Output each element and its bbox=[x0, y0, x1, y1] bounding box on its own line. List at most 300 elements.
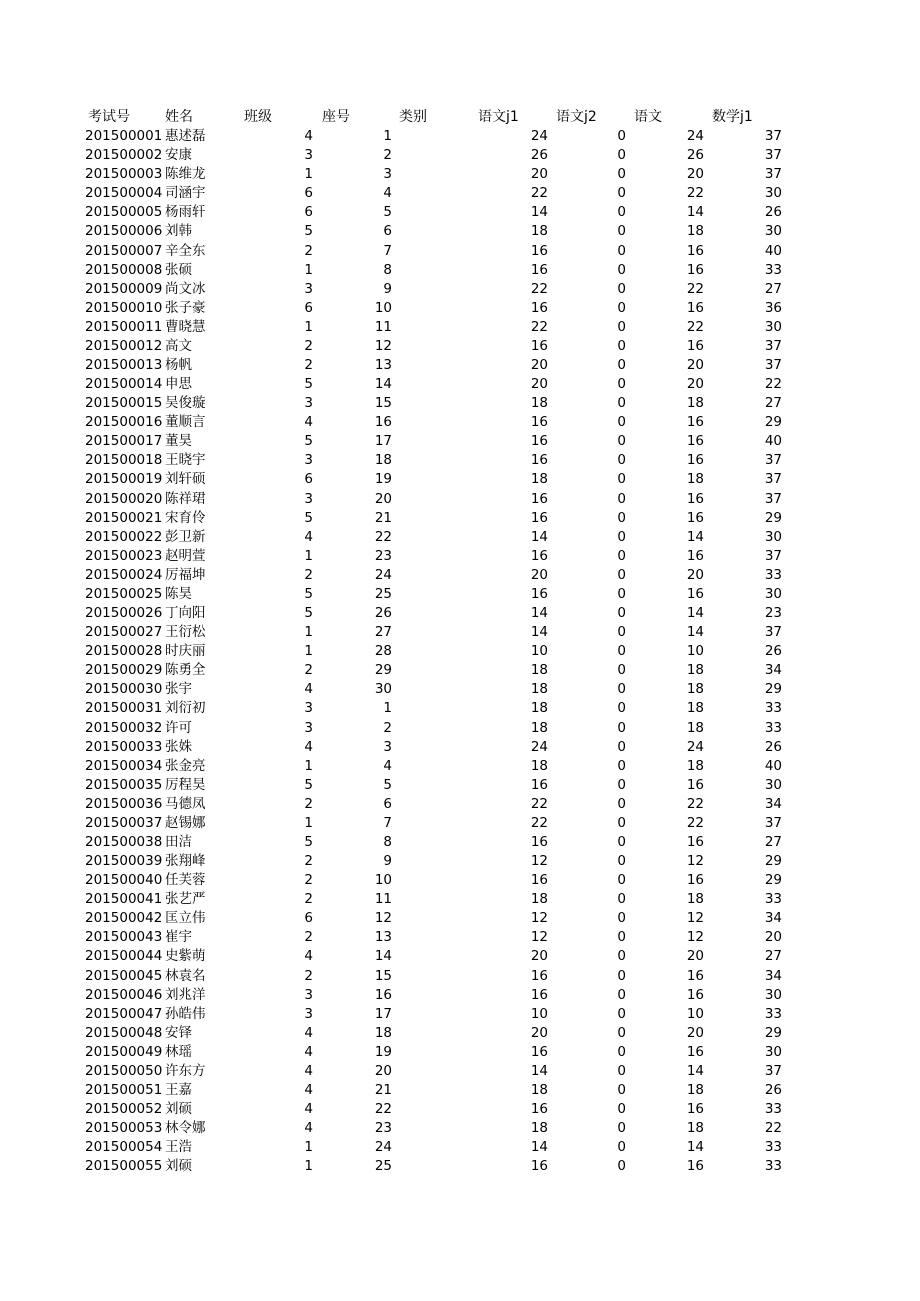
cell-name: 陈勇全 bbox=[165, 662, 206, 679]
table-row bbox=[0, 413, 920, 432]
cell-chinese-j2: 0 bbox=[617, 395, 626, 412]
cell-name: 杨雨轩 bbox=[165, 204, 206, 221]
cell-chinese-j1: 16 bbox=[530, 452, 548, 469]
cell-math-j1: 30 bbox=[764, 318, 782, 335]
cell-seat: 1 bbox=[383, 700, 392, 717]
cell-chinese: 14 bbox=[686, 624, 704, 641]
table-row bbox=[0, 375, 920, 394]
table-row bbox=[0, 261, 920, 280]
table-body bbox=[0, 127, 920, 1176]
cell-math-j1: 33 bbox=[764, 261, 782, 278]
cell-chinese-j1: 14 bbox=[530, 1139, 548, 1156]
cell-chinese: 16 bbox=[686, 1043, 704, 1060]
cell-seat: 7 bbox=[383, 242, 392, 259]
cell-class: 6 bbox=[304, 299, 313, 316]
cell-name: 孙皓伟 bbox=[165, 1005, 206, 1022]
cell-chinese-j2: 0 bbox=[617, 643, 626, 660]
cell-math-j1: 29 bbox=[764, 1024, 782, 1041]
cell-seat: 24 bbox=[374, 1139, 392, 1156]
cell-math-j1: 26 bbox=[764, 204, 782, 221]
cell-chinese-j1: 16 bbox=[530, 509, 548, 526]
cell-chinese: 22 bbox=[686, 280, 704, 297]
cell-chinese: 18 bbox=[686, 719, 704, 736]
cell-chinese-j1: 18 bbox=[530, 757, 548, 774]
cell-chinese: 18 bbox=[686, 757, 704, 774]
cell-class: 1 bbox=[304, 1158, 313, 1175]
cell-chinese-j2: 0 bbox=[617, 776, 626, 793]
cell-class: 3 bbox=[304, 719, 313, 736]
cell-chinese-j2: 0 bbox=[617, 681, 626, 698]
cell-name: 刘硕 bbox=[165, 1101, 192, 1118]
cell-exam-id: 201500014 bbox=[85, 376, 163, 393]
table-row bbox=[0, 833, 920, 852]
cell-chinese-j2: 0 bbox=[617, 261, 626, 278]
cell-seat: 10 bbox=[374, 299, 392, 316]
cell-seat: 18 bbox=[374, 1024, 392, 1041]
cell-chinese-j2: 0 bbox=[617, 757, 626, 774]
cell-name: 史紫萌 bbox=[165, 948, 206, 965]
cell-class: 3 bbox=[304, 700, 313, 717]
cell-chinese-j1: 20 bbox=[530, 166, 548, 183]
cell-chinese-j1: 16 bbox=[530, 1101, 548, 1118]
table-row bbox=[0, 928, 920, 947]
cell-exam-id: 201500054 bbox=[85, 1139, 163, 1156]
cell-exam-id: 201500025 bbox=[85, 585, 163, 602]
cell-class: 2 bbox=[304, 242, 313, 259]
cell-math-j1: 37 bbox=[764, 452, 782, 469]
cell-chinese-j1: 10 bbox=[530, 643, 548, 660]
cell-name: 彭卫新 bbox=[165, 528, 206, 545]
cell-chinese: 16 bbox=[686, 242, 704, 259]
cell-chinese: 18 bbox=[686, 471, 704, 488]
cell-chinese-j2: 0 bbox=[617, 528, 626, 545]
table-row bbox=[0, 127, 920, 146]
cell-chinese-j2: 0 bbox=[617, 719, 626, 736]
cell-class: 1 bbox=[304, 814, 313, 831]
cell-chinese-j2: 0 bbox=[617, 128, 626, 145]
cell-chinese: 16 bbox=[686, 833, 704, 850]
cell-exam-id: 201500003 bbox=[85, 166, 163, 183]
cell-math-j1: 30 bbox=[764, 1043, 782, 1060]
cell-seat: 15 bbox=[374, 395, 392, 412]
cell-class: 5 bbox=[304, 776, 313, 793]
cell-seat: 9 bbox=[383, 280, 392, 297]
cell-seat: 30 bbox=[374, 681, 392, 698]
cell-chinese: 10 bbox=[686, 1005, 704, 1022]
cell-class: 2 bbox=[304, 967, 313, 984]
cell-chinese: 24 bbox=[686, 128, 704, 145]
cell-name: 司涵宇 bbox=[165, 185, 206, 202]
cell-chinese: 16 bbox=[686, 490, 704, 507]
cell-chinese-j1: 22 bbox=[530, 185, 548, 202]
cell-chinese: 14 bbox=[686, 605, 704, 622]
table-row bbox=[0, 719, 920, 738]
cell-chinese-j2: 0 bbox=[617, 1081, 626, 1098]
cell-exam-id: 201500032 bbox=[85, 719, 163, 736]
cell-seat: 16 bbox=[374, 414, 392, 431]
cell-class: 5 bbox=[304, 585, 313, 602]
table-row bbox=[0, 661, 920, 680]
cell-chinese: 20 bbox=[686, 166, 704, 183]
cell-chinese-j2: 0 bbox=[617, 662, 626, 679]
cell-chinese-j2: 0 bbox=[617, 337, 626, 354]
cell-chinese-j1: 24 bbox=[530, 128, 548, 145]
cell-class: 5 bbox=[304, 376, 313, 393]
cell-class: 2 bbox=[304, 891, 313, 908]
cell-math-j1: 37 bbox=[764, 337, 782, 354]
cell-chinese-j1: 16 bbox=[530, 414, 548, 431]
table-row bbox=[0, 642, 920, 661]
cell-class: 4 bbox=[304, 128, 313, 145]
cell-exam-id: 201500043 bbox=[85, 929, 163, 946]
cell-name: 张艺严 bbox=[165, 891, 206, 908]
cell-math-j1: 40 bbox=[764, 433, 782, 450]
table-row bbox=[0, 890, 920, 909]
cell-math-j1: 37 bbox=[764, 166, 782, 183]
header-chinese-j2: 语文j2 bbox=[556, 109, 597, 125]
cell-chinese-j1: 20 bbox=[530, 566, 548, 583]
cell-exam-id: 201500031 bbox=[85, 700, 163, 717]
cell-exam-id: 201500034 bbox=[85, 757, 163, 774]
cell-chinese: 16 bbox=[686, 872, 704, 889]
cell-exam-id: 201500002 bbox=[85, 147, 163, 164]
cell-name: 陈昊 bbox=[165, 585, 192, 602]
cell-seat: 23 bbox=[374, 1120, 392, 1137]
cell-name: 张姝 bbox=[165, 738, 192, 755]
cell-exam-id: 201500016 bbox=[85, 414, 163, 431]
cell-seat: 28 bbox=[374, 643, 392, 660]
cell-seat: 12 bbox=[374, 910, 392, 927]
cell-exam-id: 201500008 bbox=[85, 261, 163, 278]
cell-math-j1: 30 bbox=[764, 986, 782, 1003]
cell-name: 厉福坤 bbox=[165, 566, 206, 583]
cell-name: 惠述磊 bbox=[165, 128, 206, 145]
cell-seat: 5 bbox=[383, 204, 392, 221]
cell-seat: 3 bbox=[383, 166, 392, 183]
cell-seat: 14 bbox=[374, 376, 392, 393]
cell-chinese: 12 bbox=[686, 853, 704, 870]
cell-seat: 5 bbox=[383, 776, 392, 793]
cell-chinese-j2: 0 bbox=[617, 509, 626, 526]
cell-chinese-j1: 12 bbox=[530, 853, 548, 870]
cell-chinese-j1: 16 bbox=[530, 986, 548, 1003]
cell-math-j1: 30 bbox=[764, 585, 782, 602]
table-row bbox=[0, 585, 920, 604]
cell-chinese-j2: 0 bbox=[617, 204, 626, 221]
cell-seat: 21 bbox=[374, 1081, 392, 1098]
cell-chinese-j2: 0 bbox=[617, 471, 626, 488]
cell-class: 5 bbox=[304, 605, 313, 622]
cell-class: 6 bbox=[304, 471, 313, 488]
table-row bbox=[0, 1119, 920, 1138]
cell-exam-id: 201500037 bbox=[85, 814, 163, 831]
table-row bbox=[0, 1005, 920, 1024]
cell-seat: 18 bbox=[374, 452, 392, 469]
table-row bbox=[0, 1138, 920, 1157]
cell-name: 宋育伶 bbox=[165, 509, 206, 526]
cell-class: 2 bbox=[304, 662, 313, 679]
cell-seat: 11 bbox=[374, 891, 392, 908]
cell-chinese-j1: 22 bbox=[530, 795, 548, 812]
cell-seat: 25 bbox=[374, 585, 392, 602]
cell-exam-id: 201500020 bbox=[85, 490, 163, 507]
cell-name: 董昊 bbox=[165, 433, 192, 450]
cell-exam-id: 201500011 bbox=[85, 318, 163, 335]
cell-name: 刘衍初 bbox=[165, 700, 206, 717]
cell-exam-id: 201500044 bbox=[85, 948, 163, 965]
cell-name: 崔宇 bbox=[165, 929, 192, 946]
cell-chinese: 18 bbox=[686, 1081, 704, 1098]
cell-chinese-j2: 0 bbox=[617, 929, 626, 946]
cell-chinese-j2: 0 bbox=[617, 910, 626, 927]
cell-chinese-j1: 18 bbox=[530, 1081, 548, 1098]
table-row bbox=[0, 1157, 920, 1176]
cell-math-j1: 37 bbox=[764, 814, 782, 831]
cell-chinese-j2: 0 bbox=[617, 1158, 626, 1175]
cell-math-j1: 29 bbox=[764, 681, 782, 698]
cell-chinese: 16 bbox=[686, 414, 704, 431]
cell-name: 尚文冰 bbox=[165, 280, 206, 297]
cell-seat: 16 bbox=[374, 986, 392, 1003]
cell-chinese-j1: 16 bbox=[530, 337, 548, 354]
cell-exam-id: 201500042 bbox=[85, 910, 163, 927]
cell-chinese-j2: 0 bbox=[617, 1024, 626, 1041]
table-row bbox=[0, 470, 920, 489]
cell-class: 4 bbox=[304, 738, 313, 755]
cell-name: 吴俊璇 bbox=[165, 395, 206, 412]
cell-class: 3 bbox=[304, 452, 313, 469]
table-row bbox=[0, 356, 920, 375]
cell-class: 1 bbox=[304, 166, 313, 183]
cell-seat: 10 bbox=[374, 872, 392, 889]
cell-chinese: 22 bbox=[686, 318, 704, 335]
cell-exam-id: 201500007 bbox=[85, 242, 163, 259]
cell-chinese: 12 bbox=[686, 929, 704, 946]
cell-name: 林袁名 bbox=[165, 967, 206, 984]
table-row bbox=[0, 1100, 920, 1119]
header-category: 类别 bbox=[399, 109, 427, 125]
cell-name: 赵锡娜 bbox=[165, 814, 206, 831]
cell-chinese: 16 bbox=[686, 1101, 704, 1118]
cell-chinese-j2: 0 bbox=[617, 814, 626, 831]
cell-chinese-j2: 0 bbox=[617, 585, 626, 602]
cell-math-j1: 22 bbox=[764, 1120, 782, 1137]
cell-math-j1: 33 bbox=[764, 719, 782, 736]
cell-class: 6 bbox=[304, 910, 313, 927]
cell-class: 3 bbox=[304, 395, 313, 412]
cell-class: 3 bbox=[304, 147, 313, 164]
cell-chinese-j2: 0 bbox=[617, 318, 626, 335]
cell-math-j1: 33 bbox=[764, 700, 782, 717]
cell-exam-id: 201500039 bbox=[85, 853, 163, 870]
cell-exam-id: 201500041 bbox=[85, 891, 163, 908]
cell-math-j1: 30 bbox=[764, 776, 782, 793]
cell-chinese-j1: 16 bbox=[530, 776, 548, 793]
cell-chinese-j1: 22 bbox=[530, 280, 548, 297]
cell-math-j1: 34 bbox=[764, 662, 782, 679]
cell-class: 1 bbox=[304, 261, 313, 278]
cell-math-j1: 33 bbox=[764, 1139, 782, 1156]
cell-class: 5 bbox=[304, 433, 313, 450]
cell-math-j1: 33 bbox=[764, 566, 782, 583]
cell-seat: 25 bbox=[374, 1158, 392, 1175]
cell-math-j1: 33 bbox=[764, 1101, 782, 1118]
cell-chinese: 22 bbox=[686, 814, 704, 831]
cell-seat: 4 bbox=[383, 757, 392, 774]
cell-exam-id: 201500001 bbox=[85, 128, 163, 145]
table-row bbox=[0, 852, 920, 871]
cell-chinese: 20 bbox=[686, 566, 704, 583]
cell-chinese: 18 bbox=[686, 662, 704, 679]
cell-chinese-j2: 0 bbox=[617, 795, 626, 812]
cell-seat: 11 bbox=[374, 318, 392, 335]
cell-class: 3 bbox=[304, 490, 313, 507]
cell-chinese-j2: 0 bbox=[617, 833, 626, 850]
cell-math-j1: 27 bbox=[764, 280, 782, 297]
cell-math-j1: 27 bbox=[764, 395, 782, 412]
cell-name: 马德凤 bbox=[165, 795, 206, 812]
cell-chinese-j1: 22 bbox=[530, 814, 548, 831]
cell-chinese: 16 bbox=[686, 967, 704, 984]
cell-chinese-j2: 0 bbox=[617, 1062, 626, 1079]
cell-name: 安康 bbox=[165, 147, 192, 164]
cell-seat: 19 bbox=[374, 471, 392, 488]
cell-name: 王晓宇 bbox=[165, 452, 206, 469]
cell-chinese: 16 bbox=[686, 261, 704, 278]
table-row bbox=[0, 337, 920, 356]
cell-seat: 20 bbox=[374, 490, 392, 507]
table-row bbox=[0, 680, 920, 699]
cell-math-j1: 37 bbox=[764, 147, 782, 164]
cell-chinese: 16 bbox=[686, 776, 704, 793]
header-name: 姓名 bbox=[165, 109, 193, 125]
cell-seat: 3 bbox=[383, 738, 392, 755]
cell-class: 2 bbox=[304, 357, 313, 374]
cell-chinese-j1: 16 bbox=[530, 490, 548, 507]
cell-math-j1: 40 bbox=[764, 757, 782, 774]
cell-chinese-j2: 0 bbox=[617, 853, 626, 870]
cell-name: 董顺言 bbox=[165, 414, 206, 431]
cell-chinese: 20 bbox=[686, 376, 704, 393]
cell-seat: 4 bbox=[383, 185, 392, 202]
cell-math-j1: 37 bbox=[764, 624, 782, 641]
cell-math-j1: 20 bbox=[764, 929, 782, 946]
table-row bbox=[0, 757, 920, 776]
cell-seat: 6 bbox=[383, 795, 392, 812]
cell-name: 张金亮 bbox=[165, 757, 206, 774]
cell-seat: 20 bbox=[374, 1062, 392, 1079]
header-class: 班级 bbox=[244, 109, 272, 125]
cell-math-j1: 37 bbox=[764, 547, 782, 564]
cell-name: 刘韩 bbox=[165, 223, 192, 240]
cell-exam-id: 201500048 bbox=[85, 1024, 163, 1041]
cell-chinese-j2: 0 bbox=[617, 414, 626, 431]
cell-seat: 12 bbox=[374, 337, 392, 354]
cell-exam-id: 201500033 bbox=[85, 738, 163, 755]
table-row bbox=[0, 1043, 920, 1062]
cell-chinese-j1: 18 bbox=[530, 662, 548, 679]
cell-exam-id: 201500030 bbox=[85, 681, 163, 698]
header-exam-id: 考试号 bbox=[88, 109, 130, 125]
cell-exam-id: 201500028 bbox=[85, 643, 163, 660]
cell-class: 3 bbox=[304, 280, 313, 297]
cell-seat: 29 bbox=[374, 662, 392, 679]
table-row bbox=[0, 566, 920, 585]
cell-chinese: 20 bbox=[686, 357, 704, 374]
cell-chinese-j1: 14 bbox=[530, 624, 548, 641]
cell-exam-id: 201500046 bbox=[85, 986, 163, 1003]
cell-chinese-j1: 18 bbox=[530, 223, 548, 240]
cell-chinese-j1: 16 bbox=[530, 261, 548, 278]
cell-chinese: 18 bbox=[686, 681, 704, 698]
cell-seat: 26 bbox=[374, 605, 392, 622]
cell-class: 4 bbox=[304, 1101, 313, 1118]
table-row bbox=[0, 623, 920, 642]
cell-exam-id: 201500021 bbox=[85, 509, 163, 526]
cell-class: 3 bbox=[304, 986, 313, 1003]
cell-class: 2 bbox=[304, 929, 313, 946]
cell-name: 王浩 bbox=[165, 1139, 192, 1156]
table-row bbox=[0, 776, 920, 795]
cell-chinese-j1: 18 bbox=[530, 700, 548, 717]
cell-chinese-j1: 20 bbox=[530, 948, 548, 965]
cell-chinese-j2: 0 bbox=[617, 357, 626, 374]
cell-exam-id: 201500004 bbox=[85, 185, 163, 202]
cell-class: 2 bbox=[304, 872, 313, 889]
table-row bbox=[0, 795, 920, 814]
cell-name: 林令娜 bbox=[165, 1120, 206, 1137]
table-row bbox=[0, 986, 920, 1005]
cell-chinese-j2: 0 bbox=[617, 948, 626, 965]
table-row bbox=[0, 165, 920, 184]
cell-chinese-j2: 0 bbox=[617, 566, 626, 583]
cell-chinese-j2: 0 bbox=[617, 1005, 626, 1022]
cell-name: 任芙蓉 bbox=[165, 872, 206, 889]
cell-math-j1: 30 bbox=[764, 185, 782, 202]
score-table bbox=[0, 108, 920, 1176]
cell-name: 辛全东 bbox=[165, 242, 206, 259]
cell-chinese-j1: 16 bbox=[530, 547, 548, 564]
cell-math-j1: 33 bbox=[764, 891, 782, 908]
cell-math-j1: 29 bbox=[764, 414, 782, 431]
cell-chinese: 14 bbox=[686, 204, 704, 221]
cell-class: 6 bbox=[304, 204, 313, 221]
cell-class: 5 bbox=[304, 833, 313, 850]
cell-exam-id: 201500005 bbox=[85, 204, 163, 221]
cell-math-j1: 27 bbox=[764, 833, 782, 850]
table-row bbox=[0, 738, 920, 757]
table-row bbox=[0, 490, 920, 509]
table-row bbox=[0, 203, 920, 222]
table-row bbox=[0, 1081, 920, 1100]
cell-seat: 2 bbox=[383, 719, 392, 736]
cell-class: 2 bbox=[304, 566, 313, 583]
cell-class: 4 bbox=[304, 681, 313, 698]
cell-exam-id: 201500055 bbox=[85, 1158, 163, 1175]
header-row bbox=[0, 108, 920, 127]
cell-math-j1: 37 bbox=[764, 471, 782, 488]
cell-chinese-j2: 0 bbox=[617, 872, 626, 889]
cell-chinese-j2: 0 bbox=[617, 700, 626, 717]
cell-name: 丁向阳 bbox=[165, 605, 206, 622]
cell-math-j1: 34 bbox=[764, 795, 782, 812]
table-row bbox=[0, 909, 920, 928]
cell-name: 杨帆 bbox=[165, 357, 192, 374]
cell-chinese: 22 bbox=[686, 185, 704, 202]
table-row bbox=[0, 1024, 920, 1043]
cell-math-j1: 22 bbox=[764, 376, 782, 393]
table-row bbox=[0, 967, 920, 986]
